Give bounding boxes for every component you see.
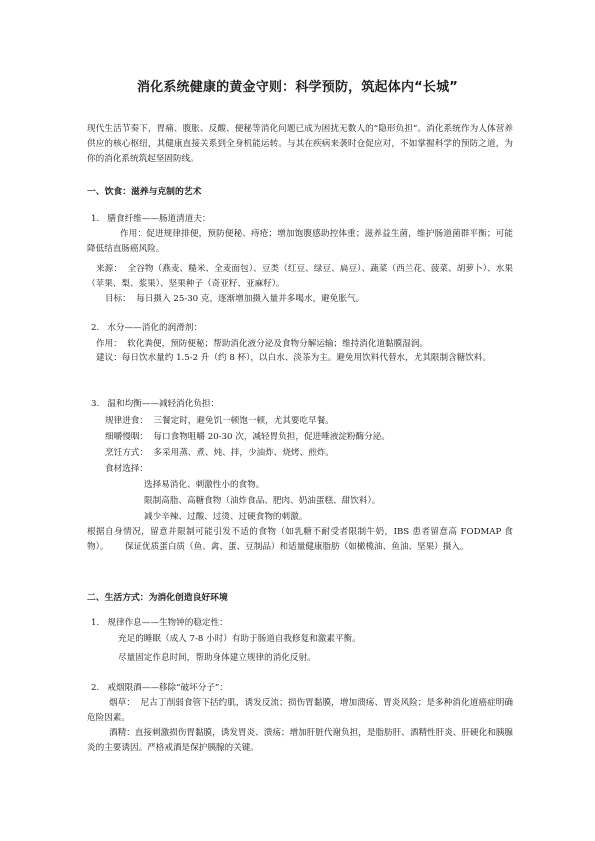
s1-item1-goal: 目标： 每日摄入 25-30 克，逐渐增加摄入量并多喝水，避免胀气。 (105, 294, 365, 304)
s2-item1-schedule: 尽量固定作息时间，帮助身体建立规律的消化反射。 (118, 653, 316, 663)
s2-item2-smoking: 烟草： 尼古丁削弱食管下括约肌，诱发反流；损伤胃黏膜，增加溃疡、胃炎风险；是多种消化道癌症明确危险因素。 (87, 698, 513, 723)
s1-item2-advice: 建议：每日饮水量约 1.5-2 升（约 8 杯），以白水、淡茶为主。避免用饮料代替水，尤其限制含糖饮料。 (96, 353, 492, 363)
s1-item3-cooking: 烹饪方式： 多采用蒸、煮、炖、拌，少油炸、烧烤、煎炸。 (105, 448, 334, 458)
s2-item1-sleep: 充足的睡眠（成人 7-8 小时）有助于肠道自我修复和激素平衡。 (118, 634, 361, 644)
s2-item1-title: 1. 规律作息——生物钟的稳定性： (91, 618, 228, 628)
s2-item2-title: 2. 戒烟限酒——移除“破坏分子”： (91, 683, 228, 693)
s1-item2-effect: 作用： 软化粪便，预防便秘；帮助消化液分泌及食物分解运输；维持消化道黏膜湿润。 (96, 339, 429, 349)
s1-item3-ingredient-2: 限制高脂、高糖食物（油炸食品、肥肉、奶油蛋糕、甜饮料）。 (144, 496, 381, 506)
s1-item1-effect: 作用：促进规律排便，预防便秘、痔疮；增加饱腹感助控体重；滋养益生菌，维护肠道菌群平衡；可能降低结直肠癌风险。 (87, 229, 513, 254)
s1-item3-ingredients: 食材选择： (105, 464, 148, 474)
s1-item3-note: 根据自身情况，留意并限制可能引发不适的食物（如乳糖不耐受者限制牛奶，IBS 患者留意高 FODMAP 食物）。 保证优质蛋白质（鱼、禽、蛋、豆制品）和适量健康脂肪（如橄榄油、鱼油、坚果）摄入。 (87, 527, 513, 552)
document-title: 消化系统健康的黄金守则：科学预防，筑起体内“长城” (136, 80, 459, 95)
section1-heading: 一、饮食：滋养与克制的艺术 (87, 187, 202, 197)
s1-item2-title: 2. 水分——消化的润滑剂： (91, 323, 202, 333)
s1-item1-sources: 来源： 全谷物（燕麦、糙米、全麦面包）、豆类（红豆、绿豆、扁豆）、蔬菜（西兰花、菠菜、胡萝卜）、水果（苹果、梨、浆果）、坚果种子（奇亚籽、亚麻籽）。 (87, 264, 513, 289)
s2-item2-alcohol: 酒精：直接刺激损伤胃黏膜，诱发胃炎、溃疡；增加肝脏代谢负担，是脂肪肝、酒精性肝炎、肝硬化和胰腺炎的主要诱因。严格戒酒是保护胰腺的关键。 (87, 728, 513, 753)
s1-item3-ingredient-3: 减少辛辣、过酸、过烫、过硬食物的刺激。 (144, 512, 308, 522)
s1-item3-ingredient-1: 选择易消化、刺激性小的食物。 (144, 480, 265, 490)
s1-item1-title: 1. 膳食纤维——肠道清道夫： (91, 214, 211, 224)
s1-item3-title: 3. 温和均衡——减轻消化负担： (91, 399, 220, 409)
s1-item3-chew-slowly: 细嚼慢咽： 每口食物咀嚼 20-30 次，减轻胃负担，促进唾液淀粉酶分泌。 (105, 432, 390, 442)
section2-heading: 二、生活方式：为消化创造良好环境 (87, 593, 228, 603)
s1-item3-regular-meals: 规律进食： 三餐定时，避免饥一顿饱一顿，尤其要吃早餐。 (105, 416, 334, 426)
intro-paragraph: 现代生活节奏下，胃痛、腹胀、反酸、便秘等消化问题已成为困扰无数人的“隐形负担”。消化系统作为人体营养供应的核心枢纽，其健康直接关系到全身机能运转。与其在疾病来袭时仓促应对，不如掌握科学的预防之道，为你的消化系统筑起坚固防线。 (87, 124, 513, 164)
